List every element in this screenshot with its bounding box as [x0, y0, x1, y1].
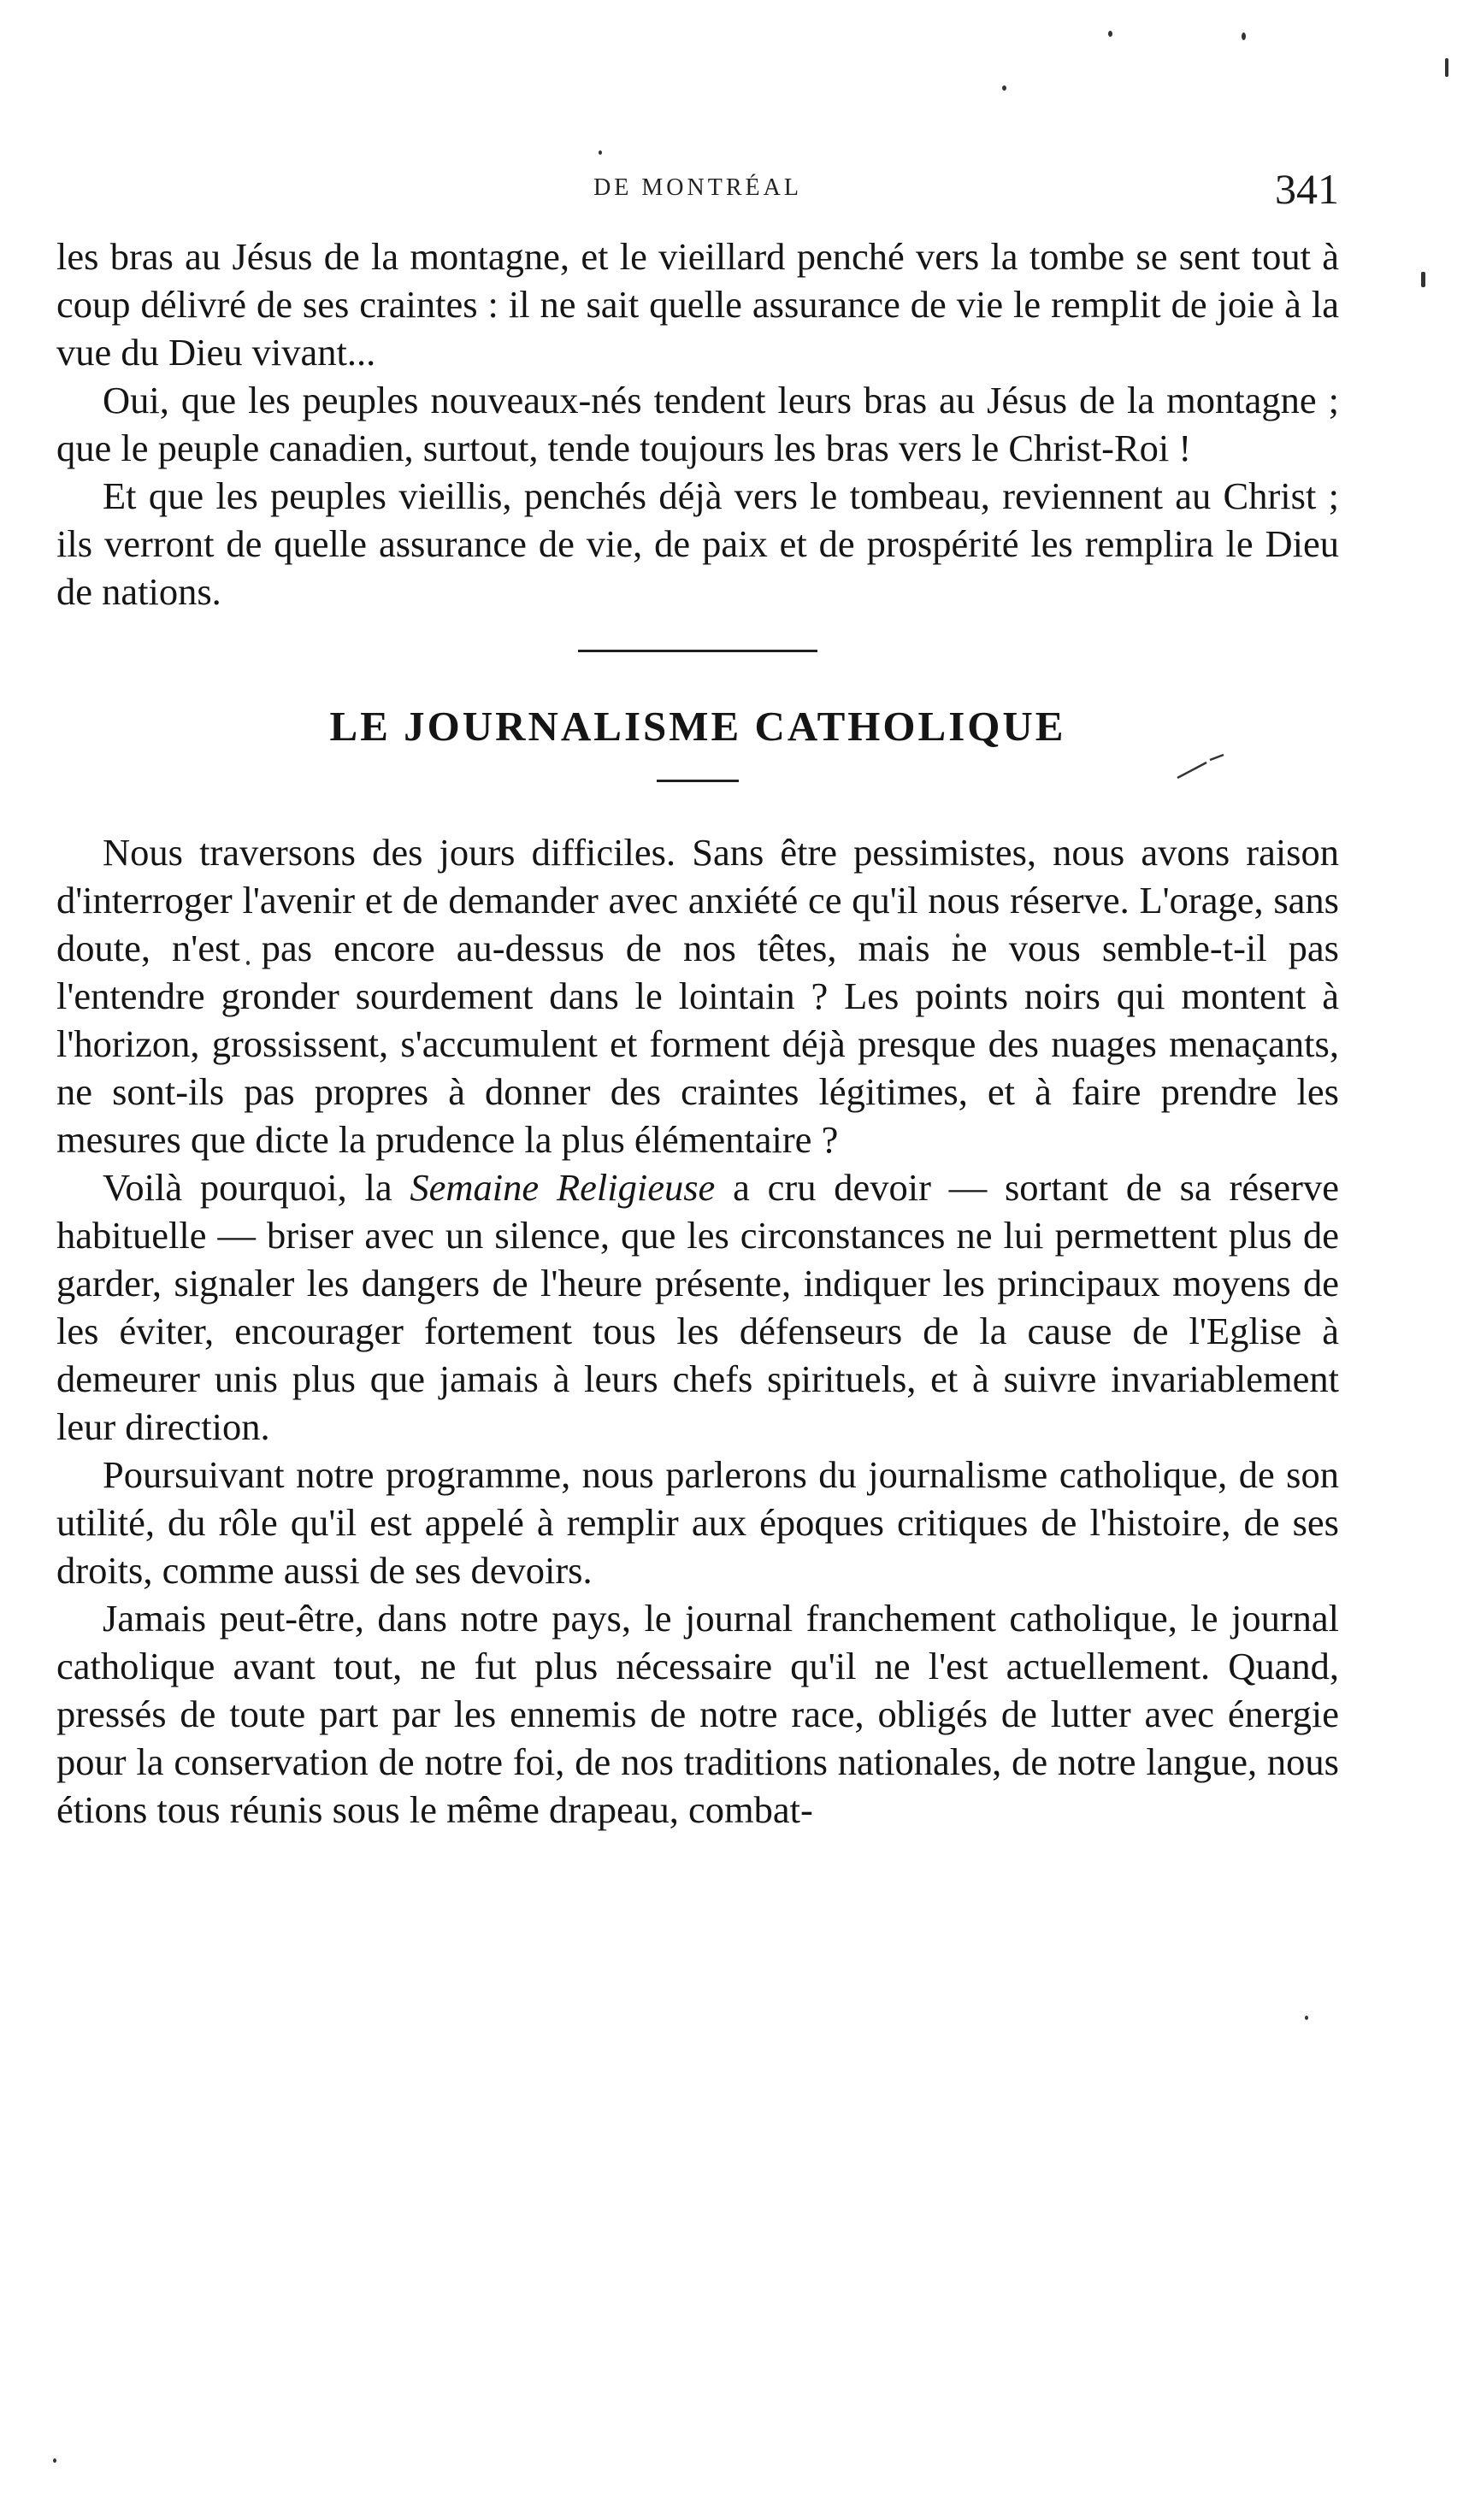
paragraph-text: Voilà pourquoi, la: [103, 1166, 410, 1209]
paragraph-continued: les bras au Jésus de la montagne, et le vieillard penché vers la tombe se sent tout à coup délivré de ses craintes : il ne sait quelle assurance de vie le remplit de joie à la vue du Dieu vivant...: [56, 235, 1339, 374]
scan-speck: [1108, 31, 1112, 37]
paragraph-text: a cru devoir — sortant de sa réserve habituelle — briser avec un silence, que les circonstances ne lui permettent plus de garder, signaler les dangers de l'heure présente, indiquer les principaux moyens de les éviter, encourager fortement tous les défenseurs de la cause de l'Eglise à demeurer unis plus que jamais à leurs chefs spirituels, et à suivre invariablement leur direction.: [56, 1166, 1339, 1448]
section-divider: [578, 650, 817, 652]
running-header: [56, 162, 1339, 214]
scan-speck: [599, 150, 602, 155]
publication-title: Semaine Religieuse: [410, 1166, 716, 1209]
paragraph: Jamais peut-être, dans notre pays, le journal franchement catholique, le journal catholique avant tout, ne fut plus nécessaire qu'il ne l'est actuellement. Quand, pressés de toute part par les ennemis de notre race, obligés de lutter avec énergie pour la conservation de notre foi, de nos traditions nationales, de notre langue, nous étions tous réunis sous le même drapeau, combat-: [56, 1597, 1339, 1831]
paragraph: Oui, que les peuples nouveaux-nés tendent leurs bras au Jésus de la montagne ; que le peuple canadien, surtout, tende toujours les bras vers le Christ-Roi !: [56, 379, 1339, 469]
scan-speck: [1305, 2016, 1308, 2020]
page-body: [56, 162, 1339, 1834]
paragraph: Nous traversons des jours difficiles. Sans être pessimistes, nous avons raison d'interroger l'avenir et de demander avec anxiété ce qu'il nous réserve. L'orage, sans doute, n'est pas encore au-dessus de nos têtes, mais ne vous semble-t-il pas l'entendre gronder sourdement dans le lointain ? Les points noirs qui montent à l'horizon, grossissent, s'accumulent et forment déjà presque des nuages menaçants, ne sont-ils pas propres à donner des craintes légitimes, et à faire prendre les mesures que dicte la prudence la plus élémentaire ?: [56, 831, 1339, 1161]
page-number: 341: [1275, 165, 1339, 213]
running-title: DE MONTRÉAL: [593, 174, 802, 201]
paragraph: Et que les peuples vieillis, penchés déjà vers le tombeau, reviennent au Christ ; ils verront de quelle assurance de vie, de paix et de prospérité les remplira le Dieu de nations.: [56, 474, 1339, 613]
paragraph: Poursuivant notre programme, nous parlerons du journalisme catholique, de son utilité, du rôle qu'il est appelé à remplir aux époques critiques de l'histoire, de ses droits, comme aussi de ses devoirs.: [56, 1453, 1339, 1592]
scan-speck: [53, 2458, 56, 2463]
scan-speck: [1242, 32, 1246, 40]
scan-speck: [1421, 272, 1425, 287]
scan-speck: [1002, 85, 1006, 91]
scan-speck: [1445, 58, 1448, 77]
paragraph: [56, 1163, 1339, 1451]
section-title: LE JOURNALISME CATHOLIQUE: [329, 703, 1066, 750]
title-underline: [657, 780, 739, 782]
